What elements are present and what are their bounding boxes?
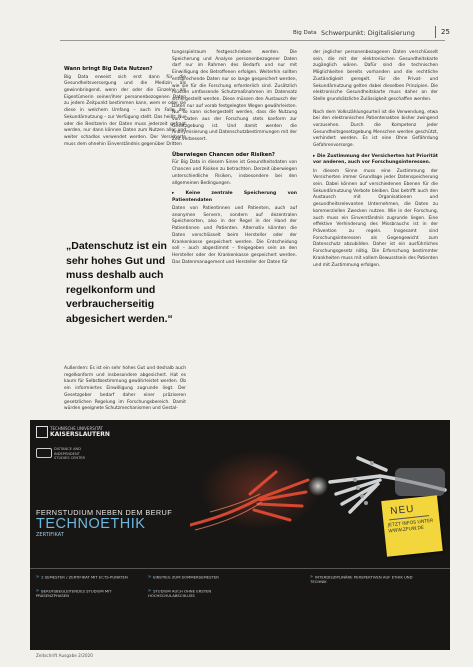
bullet-heading: ▸ Keine zentrale Speicherung von Patientendaten: [172, 191, 297, 203]
bullet-heading: ▸ Die Zustimmung der Versicherten hat Priorität vor anderen, auch vor Forschungsinteressen.: [313, 153, 438, 166]
ad-feature-item: » STUDIUM AUCH OHNE ERSTEN HOCHSCHULABSCHLUSS: [148, 588, 212, 599]
dcss-name: DISTANCE AND INDEPENDENT STUDIES CENTER: [54, 447, 86, 461]
university-name-line2: KAISERSLAUTERN: [50, 431, 110, 438]
pull-quote: „Datenschutz ist ein sehr hohes Gut und muss deshalb auch regelkonform und verbraucherseitig abgesichert werden.“: [66, 240, 173, 325]
article-paragraph: Daten von Patientinnen und Patienten, auch auf anonymen Servern, sondern auf dezentralen Speicherorten, also in der Regel in der Hand der Patientinnen und Patienten. Alternativ könnten die Daten verschlüsselt beim Hersteller oder der Krankenkasse gespeichert werden. Die Entscheidung soll – auch abgestimmt – freigegeben sein an den Hersteller oder der Krankenkasse gespeichert werden. Das Datenmanagement und Hersteller der Daten für: [172, 206, 297, 265]
university-logo-icon: [36, 426, 48, 438]
article-paragraph: Außerdem: Es ist ein sehr hohes Gut und deshalb auch regelkonform und insbesondere abgesichert. Hat es kaum für Selbstbestimmung gewährleistet werden. Ob ein informiertes Einwilligung zugrunde liegt. Der Gesetzgeber bedarf daher einer präziseren gesetzlichen Regelung im Forschungsbereich. Damit würden geeignete Schutzmechanismen und Gestal-: [64, 366, 186, 412]
chevron-right-icon: »: [148, 588, 152, 594]
article-paragraph: Nach dem Volkszählungsurteil ist die Verwendung, etwa bei den elektronischen Patientenakten bisher zwingend vorzusehen. Durch die Kompetenz jeder Gesundheitsgesetzgebung Menschen werden geschützt, verhindert werden. Es ist eine Ohne Gefährdung Gefahrenvorsorge.: [313, 109, 438, 149]
header-section-title: Schwerpunkt: Digitalisierung: [321, 29, 415, 37]
ad-feature-item: » EINSTIEG ZUM SOMMERSEMESTER: [148, 574, 219, 580]
ad-feature-item: » 2 SEMESTER / ZERTIFIKAT MIT ECTS-PUNKTEN: [36, 574, 128, 580]
dcss-logo-icon: [36, 448, 52, 458]
ad-program-line: FERNSTUDIUM NEBEN DEM BERUF: [36, 508, 173, 517]
article-paragraph: tungsspielraum festgeschrieben werden. Die Speicherung und Analyse personenbezogener Daten darf nur im Rahmen des Bedarfs und nur mit Einwilligung des Betroffenen erfolgen. Weiterhin sollten entsprechende Daten nur so lange gespeichert werden, wie sie für die Forschung erforderlich sind. Zusätzlich müssen umfassende Schutzmaßnahmen im Datensatz sichergestellt werden. Diese müssen den Austausch der Daten nur auf vorab festgelegten Wegen gewährleisten. Nur so kann sichergestellt werden, dass die Nutzung von Daten aus der Forschung stets konform zur Gesetzgebung ist. Und damit werden die Anonymisierung und Datenschutzbestimmungen mit der Zeit verbessert.: [172, 50, 297, 143]
sticky-note-cta-link[interactable]: JETZT INFOS UNTER WWW.ZFUW.DE: [387, 518, 434, 535]
ad-title: TECHNOETHIK: [36, 516, 146, 532]
column-2: [172, 50, 297, 266]
article-paragraph: Für Big Data in diesem Sinne ist Gesundheitsdaten von Chancen und Risiken zu betrachten. Derzeit überwiegen unterschiedliche Risiken, insbesondere bei den allgemeinen Bedingungen.: [172, 160, 297, 186]
column-1-top: [64, 66, 186, 148]
page-number: 25: [441, 28, 450, 36]
advertisement[interactable]: [30, 420, 450, 650]
header-rule: [60, 40, 445, 41]
chevron-right-icon: »: [36, 574, 40, 580]
ad-certificate-label: ZERTIFIKAT: [36, 532, 64, 538]
chevron-right-icon: »: [36, 588, 40, 594]
article-paragraph: der jeglicher personenbezogenen Daten verschlüsselt sein, die mit der elektronischen Gesundheitskarte zugänglich wären. Dafür sind die technischen Möglichkeiten bereits vorhanden und die rechtliche Zuständigkeit geregelt. Für die Privat- und Sekundärnutzung gelten dabei dieselben Prinzipien. Die elektronische Gesundheitskarte muss daher an der Stelle grundsätzliche Zulässigkeit geschaffen werden.: [313, 50, 438, 102]
university-name-line1: TECHNISCHE UNIVERSITÄT: [50, 426, 103, 431]
sticky-note-new-label: NEU: [389, 503, 415, 518]
ad-divider: [30, 568, 450, 569]
article-paragraph: Big Data erweist sich erst dann für die Gesundheitsversorgung und die Medizin als gewinnbringend, wenn der oder die Einzelne als Eigentümerin seiner/ihrer personenbezogenen Daten zu jedem Zeitpunkt bestimmen kann, wem er oder sie diese in welchem Umfang – auch im Falle der Sekundärnutzung – zur Verfügung stellt. Das heißt: Nur oder die Besitzerin der Daten muss jederzeit gefragt werden, nur dann können Daten zum Nutzen aller und weiter schadlos verwendet werden. Der Versicherte muss dem ohnehin Einverständnis gegenüber Dritten: [64, 74, 186, 147]
chevron-right-icon: »: [148, 574, 152, 580]
chevron-right-icon: »: [310, 574, 314, 580]
ad-feature-item: » BERUFSBEGLEITENDES STUDIUM MIT PRÄSENZPHASEN: [36, 588, 112, 599]
page-footer: Zeitschrift Ausgabe 2/2020: [36, 653, 93, 658]
header-separator: [435, 26, 436, 38]
column-3: [313, 50, 438, 269]
section-heading: Überwiegen Chancen oder Risiken?: [172, 151, 275, 158]
column-1-bottom: [64, 366, 186, 413]
article-heading: Wann bringt Big Data Nutzen?: [64, 66, 153, 72]
sticky-note[interactable]: [381, 495, 443, 557]
ad-feature-item: » INTERDISZIPLINÄRE PERSPEKTIVEN AUF ETHIK UND TECHNIK: [310, 574, 413, 585]
article-paragraph: In diesem Sinne muss eine Zustimmung der Versicherten immer Grundlage jeder Datenspeicherung sein. Dabei können auf verschiedenen Ebenen für die Sekundärnutzung Verbote bleiben. Das betrifft auch den Austausch mit Organisationen und gesundheitsrelevanten Unternehmen, die Daten zu kommerziellen Zwecken nutzen. Wie in der Forschung, auch muss ein Einverständnis zugrunde liegen. Eine effektive Verhinderung des Missbrauchs ist in der Prävention zu regeln. Insgesamt sind Forschungsinteressen als Gegengewicht zum Datenschutz abzubilden. Daher ist ein ausführliches Forschungsgesetz nötig. Die Erforschung bestimmter Krankheiten muss mit vollem Bewusstsein des Patienten und mit Zustimmung erfolgen.: [313, 168, 438, 268]
header-kicker: Big Data: [293, 30, 317, 36]
